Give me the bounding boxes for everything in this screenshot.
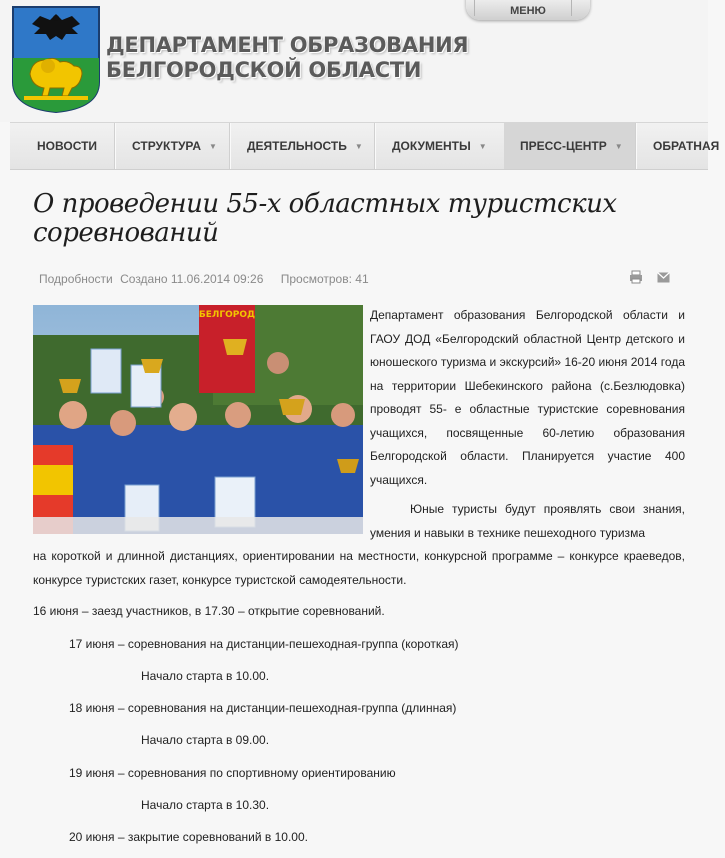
menu-toggle-button[interactable]	[466, 0, 590, 20]
schedule-item: 18 июня – соревнования на дистанции-пешеходная-группа (длинная)	[69, 701, 457, 715]
article-photo	[33, 305, 363, 534]
schedule-start-time: Начало старта в 10.30.	[141, 798, 270, 812]
nav-item-label: ПРЕСС-ЦЕНТР	[520, 139, 607, 153]
schedule-item: 17 июня – соревнования на дистанции-пешеходная-группа (короткая)	[69, 637, 459, 651]
nav-item-feedback[interactable]	[635, 123, 725, 169]
nav-item-news[interactable]	[19, 123, 123, 169]
nav-item-label: ДЕЯТЕЛЬНОСТЬ	[247, 139, 347, 153]
site-header	[0, 0, 708, 122]
article-paragraph-1: Департамент образования Белгородской области и ГАОУ ДОД «Белгородский областной Центр детского и юношеского туризма и экскурсий» 16-20 июня 2014 года на территории Шебекинского района (с.Безлюдовка) проводят 55- е областные туристские соревнования учащихся, посвященные 60-летию образования Белгородской области. Планируется участие 400 учащихся.	[370, 308, 685, 487]
nav-item-label: НОВОСТИ	[37, 139, 98, 153]
chevron-down-icon: ▼	[478, 142, 487, 151]
nav-item-structure[interactable]	[114, 123, 229, 169]
menu-label: МЕНЮ	[510, 5, 546, 17]
print-icon[interactable]	[629, 270, 643, 284]
article-created: Создано 11.06.2014 09:26	[120, 272, 264, 286]
schedule-start-time: Начало старта в 09.00.	[141, 733, 270, 747]
photo-banner-text: БЕЛГОРОД	[198, 310, 256, 320]
main-navigation	[10, 122, 720, 170]
email-icon[interactable]	[657, 272, 670, 283]
article-paragraph-2-continued: на короткой и длинной дистанциях, ориентировании на местности, конкурсной программе – конкурсе краеведов, конкурсе туристских газет, конкурсе туристской самодеятельности.	[33, 549, 685, 587]
nav-item-label: ДОКУМЕНТЫ	[392, 139, 471, 153]
article-category: Подробности	[39, 272, 113, 286]
chevron-down-icon: ▼	[354, 142, 363, 151]
article-views: Просмотров: 41	[280, 272, 369, 286]
schedule-item: 16 июня – заезд участников, в 17.30 – открытие соревнований.	[33, 604, 385, 618]
site-title[interactable]	[106, 33, 468, 83]
chevron-down-icon: ▼	[614, 142, 623, 151]
schedule-item: 20 июня – закрытие соревнований в 10.00.	[69, 830, 308, 844]
nav-item-label: ОБРАТНАЯ	[653, 139, 720, 153]
belgorod-coat-of-arms-logo[interactable]	[10, 4, 102, 114]
chevron-down-icon: ▼	[209, 142, 217, 151]
nav-item-label: СТРУКТУРА	[132, 139, 202, 153]
schedule-start-time: Начало старта в 10.00.	[141, 669, 270, 683]
article-paragraph-2: Юные туристы будут проявлять свои знания, умения и навыки в технике пешеходного туризма	[370, 502, 685, 540]
site-title-line-1: ДЕПАРТАМЕНТ ОБРАЗОВАНИЯ	[106, 33, 469, 57]
nav-item-activity[interactable]	[229, 123, 374, 169]
nav-item-documents[interactable]	[374, 123, 504, 169]
schedule-item: 19 июня – соревнования по спортивному ориентированию	[69, 766, 396, 780]
article-title: О проведении 55-х областных туристских соревнований	[33, 189, 617, 248]
article-meta	[39, 272, 373, 286]
nav-item-press-center[interactable]	[504, 123, 635, 169]
site-title-line-2: БЕЛГОРОДСКОЙ ОБЛАСТИ	[106, 58, 422, 82]
